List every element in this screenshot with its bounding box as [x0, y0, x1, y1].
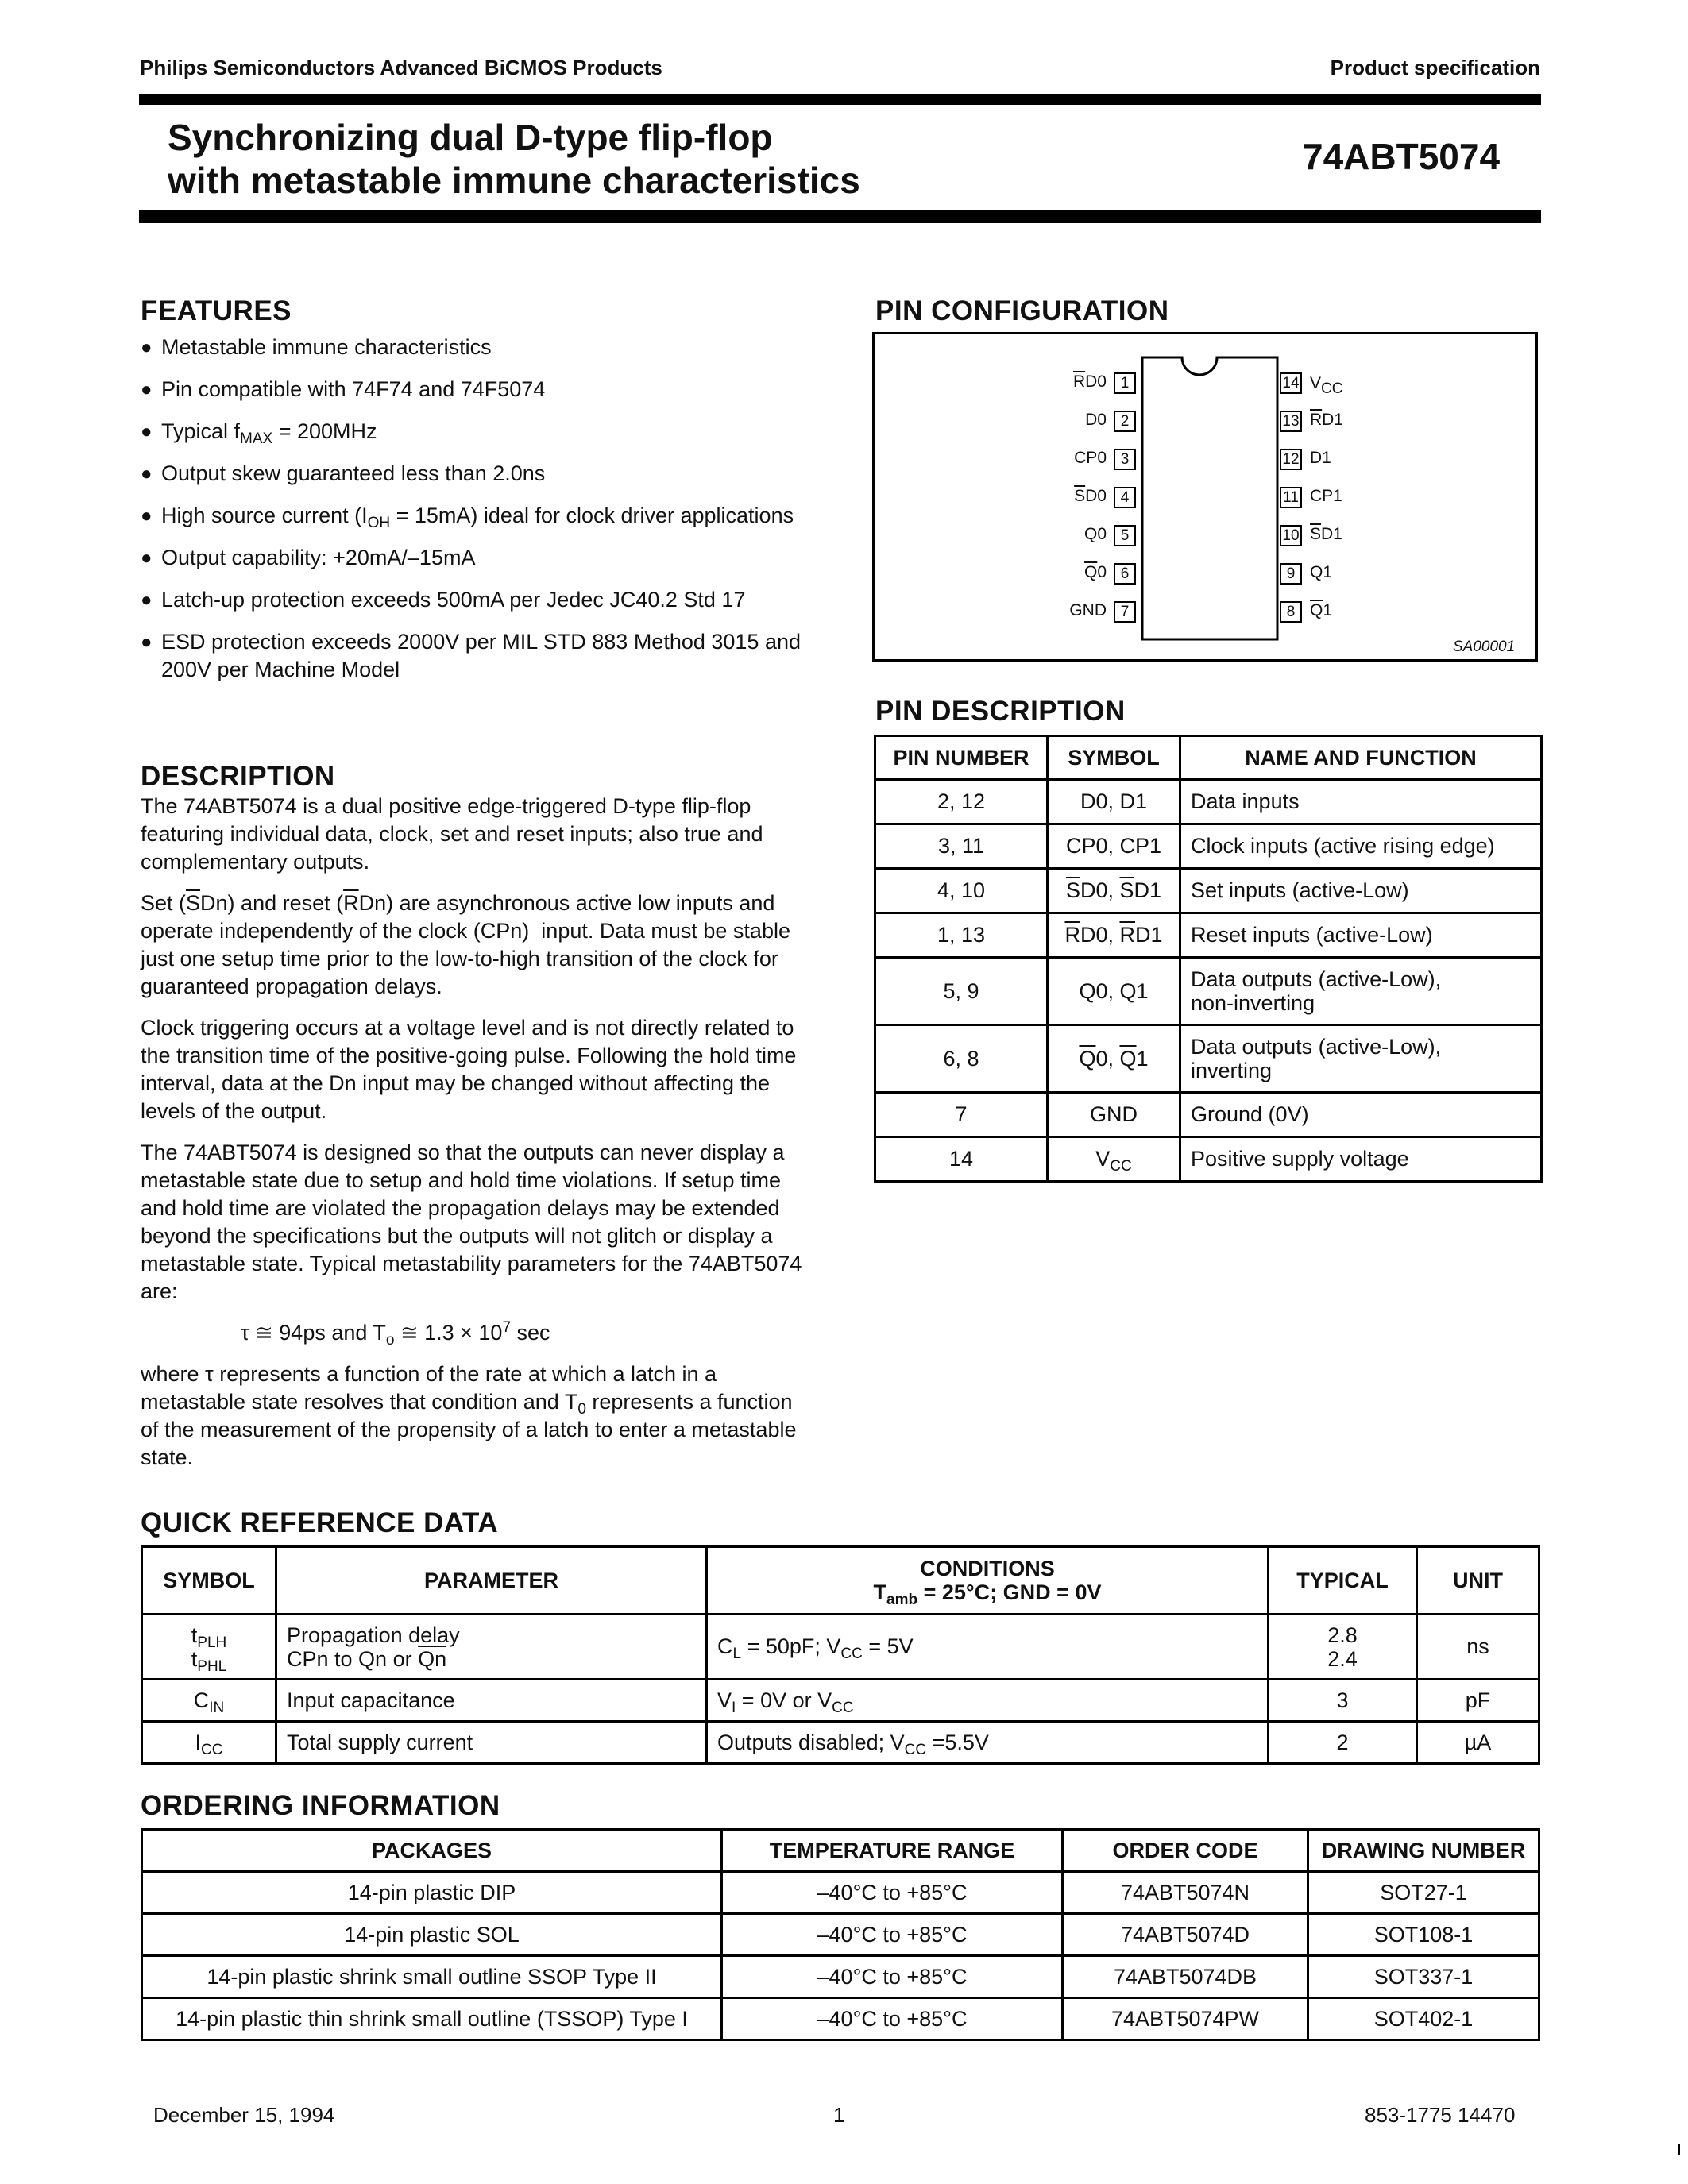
table-row [875, 1093, 1542, 1137]
column-header: TYPICAL [1269, 1547, 1417, 1615]
list-item [141, 502, 824, 530]
function-cell: Reset inputs (active-Low) [1180, 913, 1542, 958]
features-heading: FEATURES [141, 295, 292, 326]
pin-label-rd0: $\overline{R}D0$ [1072, 372, 1107, 391]
feature-text: Metastable immune characteristics [161, 335, 492, 359]
symbol-cell: $V_{CC}$ [1048, 1137, 1180, 1182]
column-header: PACKAGES [142, 1830, 722, 1872]
column-header: PARAMETER [276, 1547, 707, 1615]
page-title [168, 116, 860, 202]
symbol-cell: $t_{PLH}$ $t_{PHL}$ [142, 1615, 276, 1680]
table-row [142, 1956, 1539, 1998]
features-section [141, 295, 824, 698]
table-row [142, 1722, 1539, 1764]
description-paragraph-2: Set $(\overline{S}Dn)$ and reset $(\overline{R}Dn)$ are asynchronous active low inputs and operate independently of the clock (CPn) input. Data must be stable just one setup time prior to the low-to-high transition of the clock for guaranteed propagation delays. [141, 891, 790, 998]
pin-config-heading: PIN CONFIGURATION [875, 295, 1169, 326]
pin-number-cell: 3, 11 [875, 824, 1048, 869]
conditions-sublabel: $T_{amb} = 25^\circ C$; GND = 0V [873, 1580, 1102, 1608]
description-paragraph-1: The 74ABT5074 is a dual positive edge-triggered D-type flip-flop featuring individual data, clock, set and reset inputs; also true and complementary outputs. [141, 794, 763, 874]
list-item [141, 460, 824, 488]
unit-cell: µA [1417, 1722, 1539, 1764]
order-code-cell: 74ABT5074PW [1063, 1998, 1308, 2040]
pin-label-q0-bar: $\overline{Q}0$ [1083, 563, 1107, 581]
title-line-1: Synchronizing dual D-type flip-flop [168, 117, 773, 158]
pin-description-table [874, 735, 1543, 1183]
unit-cell: pF [1417, 1680, 1539, 1722]
description-heading: DESCRIPTION [141, 761, 335, 792]
pin-label-sd1: $\overline{S}D1$ [1310, 525, 1342, 543]
description-paragraph-3: Clock triggering occurs at a voltage level and is not directly related to the transition time of the positive-going pulse. Following the hold time interval, data at the Dn input may be changed without affecting the levels of the output. [141, 1016, 797, 1123]
column-header: SYMBOL [142, 1547, 276, 1615]
pin-label-d1: D1 [1310, 449, 1331, 467]
table-row [142, 1680, 1539, 1722]
feature-text: ESD protection exceeds 2000V per MIL STD 883 Method 3015 and 200V per Machine Model [161, 630, 801, 681]
description-paragraph-5: where τ represents a function of the rate at which a latch in a metastable state resolves that condition and $T_0$ represents a function of the measurement of the propensity of a latch to enter a metastable state. [141, 1362, 797, 1469]
pin-label-gnd: GND [1069, 601, 1107, 619]
bullet-icon: ● [141, 547, 153, 569]
pin-label-q0: Q0 [1083, 525, 1107, 543]
pin-number-cell: 5, 9 [875, 958, 1048, 1025]
conditions-label: CONDITIONS [920, 1557, 1055, 1580]
part-number: 74ABT5074 [1303, 136, 1501, 177]
features-list [141, 334, 824, 684]
list-item [141, 418, 824, 446]
pin-label-vcc: $V_{CC}$ [1310, 374, 1343, 397]
drawing-number-cell: SOT27-1 [1308, 1872, 1539, 1914]
unit-cell: ns [1417, 1615, 1539, 1680]
pin-number: 13 [1280, 411, 1302, 432]
title-line-2: with metastable immune characteristics [168, 160, 860, 201]
table-row [142, 1914, 1539, 1956]
table-row [875, 869, 1542, 913]
column-header [707, 1547, 1269, 1615]
typical-cell: 2 [1269, 1722, 1417, 1764]
function-cell: Data outputs (active-Low), non-inverting [1180, 958, 1542, 1025]
package-cell: 14-pin plastic shrink small outline SSOP Type II [142, 1956, 722, 1998]
drawing-number-cell: SOT337-1 [1308, 1956, 1539, 1998]
pin-config-diagram [872, 332, 1538, 662]
bullet-icon: ● [141, 631, 153, 653]
column-header: SYMBOL [1048, 736, 1180, 780]
quick-ref-table [141, 1545, 1540, 1765]
table-row [875, 958, 1542, 1025]
description-paragraph-4: The 74ABT5074 is designed so that the outputs can never display a metastable state due to setup and hold time violations. If setup time and hold time are violated the propagation delays may be extended beyond the specifications but the outputs will not glitch or display a metastable state. Typical metastability parameters for the 74ABT5074 are: [141, 1140, 802, 1303]
order-code-cell: 74ABT5074N [1063, 1872, 1308, 1914]
table-row [875, 824, 1542, 869]
crop-mark [1678, 2144, 1680, 2155]
table-row [875, 780, 1542, 824]
pin-number-cell: 7 [875, 1093, 1048, 1137]
top-rule [139, 94, 1541, 105]
pin-number-cell: 14 [875, 1137, 1048, 1182]
pin-label-cp1: CP1 [1310, 487, 1342, 505]
feature-text: Output skew guaranteed less than 2.0ns [161, 461, 546, 485]
pin-number: 10 [1280, 525, 1302, 546]
pin-label-cp0: CP0 [1074, 449, 1107, 467]
symbol-cell: $I_{CC}$ [142, 1722, 276, 1764]
column-header: TEMPERATURE RANGE [722, 1830, 1063, 1872]
function-cell: Set inputs (active-Low) [1180, 869, 1542, 913]
column-header: DRAWING NUMBER [1308, 1830, 1539, 1872]
pin-number: 4 [1114, 487, 1136, 508]
pin-number: 14 [1280, 372, 1302, 394]
feature-text: Latch-up protection exceeds 500mA per Jedec JC40.2 Std 17 [161, 588, 746, 612]
footer-page-number: 1 [833, 2103, 845, 2127]
ic-package-outline [875, 334, 1535, 659]
bullet-icon: ● [141, 421, 153, 442]
feature-text: Typical $f_{MAX} = 200MHz$ [161, 419, 377, 447]
column-header: ORDER CODE [1063, 1830, 1308, 1872]
pin-label-rd1: $\overline{R}D1$ [1310, 411, 1344, 429]
figure-code: SA00001 [1453, 639, 1516, 655]
function-cell: Data inputs [1180, 780, 1542, 824]
pin-label-d0: D0 [1085, 411, 1107, 429]
symbol-cell: $\overline{R}D0$, $\overline{R}D1$ [1048, 913, 1180, 958]
table-header-row [142, 1830, 1539, 1872]
pin-number: 2 [1114, 411, 1136, 432]
pin-number: 5 [1114, 525, 1136, 546]
table-row [142, 1872, 1539, 1914]
feature-text: Pin compatible with 74F74 and 74F5074 [161, 377, 546, 401]
pin-label-q1-bar: $\overline{Q}1$ [1310, 601, 1333, 619]
pin-number: 8 [1280, 601, 1302, 623]
pin-label-sd0: $\overline{S}D0$ [1074, 487, 1107, 505]
pin-number-cell: 2, 12 [875, 780, 1048, 824]
table-row [142, 1615, 1539, 1680]
pin-number: 9 [1280, 563, 1302, 585]
list-item [141, 376, 824, 403]
temperature-cell: –40°C to +85°C [722, 1914, 1063, 1956]
list-item [141, 544, 824, 572]
pin-number: 11 [1280, 487, 1302, 508]
list-item [141, 334, 824, 361]
table-row [875, 1137, 1542, 1182]
bullet-icon: ● [141, 463, 153, 484]
temperature-cell: –40°C to +85°C [722, 1872, 1063, 1914]
pin-number: 6 [1114, 563, 1136, 585]
conditions-cell: Outputs disabled; $V_{CC} =5.5V$ [707, 1722, 1269, 1764]
symbol-cell: $\overline{S}D0$, $\overline{S}D1$ [1048, 869, 1180, 913]
symbol-cell: $\overline{Q}0$, $\overline{Q}1$ [1048, 1025, 1180, 1093]
table-header-row [142, 1547, 1539, 1615]
metastability-formula: τ ≅ 94ps and $T_o$ ≅ $1.3 \times 10^7$ sec [241, 1319, 550, 1349]
order-code-cell: 74ABT5074DB [1063, 1956, 1308, 1998]
table-row [142, 1998, 1539, 2040]
temperature-cell: –40°C to +85°C [722, 1998, 1063, 2040]
typical-cell: 3 [1269, 1680, 1417, 1722]
symbol-cell: GND [1048, 1093, 1180, 1137]
symbol-cell: $C_{IN}$ [142, 1680, 276, 1722]
parameter-cell: Total supply current [276, 1722, 707, 1764]
bullet-icon: ● [141, 379, 153, 400]
pin-number-cell: 4, 10 [875, 869, 1048, 913]
table-row [875, 1025, 1542, 1093]
list-item [141, 586, 824, 614]
ordering-heading: ORDERING INFORMATION [141, 1790, 500, 1821]
package-cell: 14-pin plastic thin shrink small outline (TSSOP) Type I [142, 1998, 722, 2040]
bullet-icon: ● [141, 337, 153, 358]
feature-text: Output capability: +20mA/–15mA [161, 546, 476, 569]
drawing-number-cell: SOT108-1 [1308, 1914, 1539, 1956]
pin-number: 3 [1114, 449, 1136, 470]
symbol-cell: CP0, CP1 [1048, 824, 1180, 869]
quick-ref-heading: QUICK REFERENCE DATA [141, 1507, 499, 1538]
drawing-number-cell: SOT402-1 [1308, 1998, 1539, 2040]
pin-number: 12 [1280, 449, 1302, 470]
function-cell: Data outputs (active-Low), inverting [1180, 1025, 1542, 1093]
pin-number-cell: 1, 13 [875, 913, 1048, 958]
column-header: NAME AND FUNCTION [1180, 736, 1542, 780]
symbol-cell: Q0, Q1 [1048, 958, 1180, 1025]
list-item [141, 628, 824, 684]
pin-label-q1: Q1 [1310, 563, 1333, 581]
conditions-cell: $C_L = 50pF$; $V_{CC} = 5V$ [707, 1615, 1269, 1680]
description-section [141, 761, 812, 1485]
parameter-cell: Input capacitance [276, 1680, 707, 1722]
function-cell: Ground (0V) [1180, 1093, 1542, 1137]
header-company: Philips Semiconductors Advanced BiCMOS Products [140, 56, 662, 79]
pin-number-cell: 6, 8 [875, 1025, 1048, 1093]
conditions-cell: $V_I = 0V$ or $V_{CC}$ [707, 1680, 1269, 1722]
bullet-icon: ● [141, 589, 153, 611]
order-code-cell: 74ABT5074D [1063, 1914, 1308, 1956]
function-cell: Clock inputs (active rising edge) [1180, 824, 1542, 869]
header-doc-type: Product specification [1330, 56, 1540, 79]
feature-text: High source current $(I_{OH} = 15mA)$ ideal for clock driver applications [161, 504, 794, 531]
title-rule [139, 210, 1541, 223]
footer-date: December 15, 1994 [153, 2103, 335, 2127]
column-header: PIN NUMBER [875, 736, 1048, 780]
pin-description-heading: PIN DESCRIPTION [875, 696, 1126, 727]
typical-cell: 2.8 2.4 [1269, 1615, 1417, 1680]
temperature-cell: –40°C to +85°C [722, 1956, 1063, 1998]
symbol-cell: D0, D1 [1048, 780, 1180, 824]
package-cell: 14-pin plastic DIP [142, 1872, 722, 1914]
table-header-row [875, 736, 1542, 780]
table-row [875, 913, 1542, 958]
package-cell: 14-pin plastic SOL [142, 1914, 722, 1956]
footer-doc-number: 853-1775 14470 [1365, 2103, 1516, 2127]
pin-number: 7 [1114, 601, 1136, 623]
column-header: UNIT [1417, 1547, 1539, 1615]
function-cell: Positive supply voltage [1180, 1137, 1542, 1182]
parameter-cell: Propagation delay CPn to Qn or $\overline{Qn}$ [276, 1615, 707, 1680]
pin-number: 1 [1114, 372, 1136, 394]
ordering-table [141, 1828, 1540, 2041]
bullet-icon: ● [141, 505, 153, 527]
